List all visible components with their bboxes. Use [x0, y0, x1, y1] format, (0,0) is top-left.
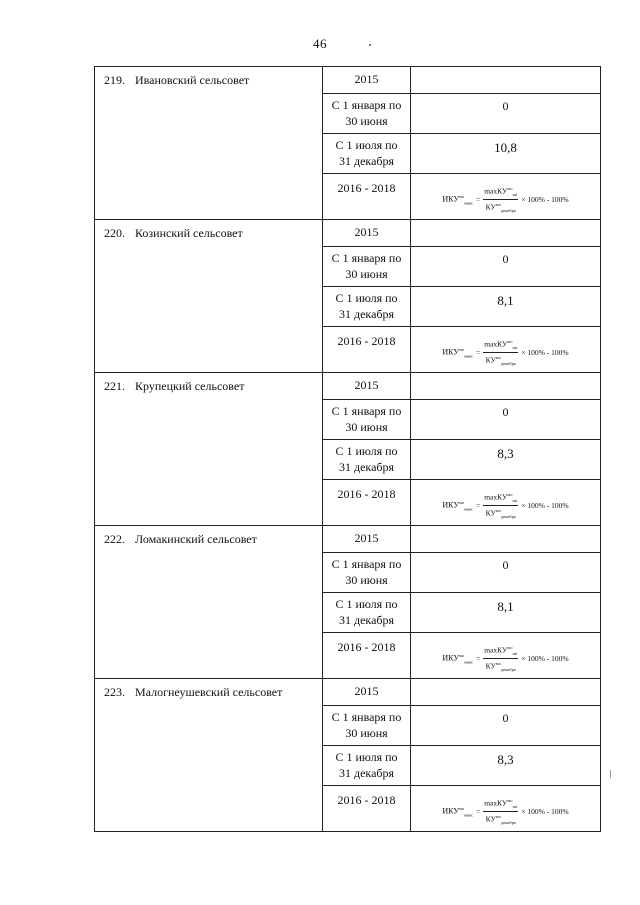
value-year-empty	[411, 220, 601, 247]
period-jul-line2: 31 декабря	[338, 766, 395, 780]
row-number: 220.	[104, 226, 125, 240]
municipality-cell	[95, 220, 323, 373]
formula-cell	[411, 633, 601, 679]
value-jul-text: 8,3	[497, 446, 514, 461]
formula-lhs-sub: макс	[464, 353, 474, 359]
formula-denominator-text: КУ	[485, 202, 496, 212]
period-jan	[323, 553, 411, 593]
period-year	[323, 220, 411, 247]
formula-lhs-text: ИКУ	[442, 194, 460, 204]
municipality-cell	[95, 67, 323, 220]
formula-equals: =	[476, 501, 481, 510]
formula-tail: × 100% - 100%	[521, 348, 569, 357]
value-jan-text: 0	[502, 252, 509, 266]
formula-denominator	[485, 506, 517, 521]
period-jul	[323, 134, 411, 174]
municipality-name: Ивановский сельсовет	[135, 73, 250, 87]
period-jan-line2: 30 июня	[345, 114, 388, 128]
period-jul-line2: 31 декабря	[338, 460, 395, 474]
period-range-text: 2016 - 2018	[337, 334, 396, 348]
formula-lhs-sup: мо	[459, 652, 465, 658]
formula-numerator-text: maxКУ	[484, 186, 508, 196]
value-jan	[411, 553, 601, 593]
period-jul-line2: 31 декабря	[338, 307, 395, 321]
formula-tail: × 100% - 100%	[521, 807, 569, 816]
tariff-table	[94, 66, 601, 832]
formula	[411, 327, 600, 368]
value-jul	[411, 287, 601, 327]
period-jul-line1: С 1 июля по	[335, 138, 398, 152]
period-jan-line1: С 1 января по	[331, 404, 402, 418]
value-jul	[411, 440, 601, 480]
value-year-empty	[411, 67, 601, 94]
period-jan-line2: 30 июня	[345, 420, 388, 434]
formula-numerator-sub: mi	[512, 345, 518, 350]
formula-numerator-sup: мо	[507, 492, 513, 497]
formula-numerator-sub: mi	[512, 651, 518, 656]
value-year-empty	[411, 679, 601, 706]
value-year-empty	[411, 526, 601, 553]
formula-numerator-sub: mi	[512, 498, 518, 503]
formula-denominator-sup: мо	[495, 508, 501, 513]
formula-denominator	[485, 812, 517, 827]
period-jan-line1: С 1 января по	[331, 710, 402, 724]
row-number: 223.	[104, 685, 125, 699]
formula-denominator-sub: декабрь	[500, 820, 516, 825]
formula-lhs-sub: макс	[464, 200, 474, 206]
value-jan	[411, 400, 601, 440]
period-jul-line1: С 1 июля по	[335, 444, 398, 458]
formula-numerator	[483, 337, 518, 353]
municipality-name: Малогнеушевский сельсовет	[135, 685, 283, 699]
value-jul-text: 10,8	[494, 140, 517, 155]
formula-fraction	[483, 796, 518, 827]
period-year-text: 2015	[354, 684, 379, 698]
period-range	[323, 633, 411, 679]
formula-denominator-text: КУ	[485, 355, 496, 365]
municipality-cell	[95, 679, 323, 832]
value-jan-text: 0	[502, 405, 509, 419]
formula	[411, 480, 600, 521]
value-jan-text: 0	[502, 99, 509, 113]
formula-fraction	[483, 490, 518, 521]
formula	[411, 786, 600, 827]
formula-lhs-sub: макс	[464, 506, 474, 512]
formula-denominator-text: КУ	[485, 661, 496, 671]
period-range-text: 2016 - 2018	[337, 640, 396, 654]
formula-fraction	[483, 184, 518, 215]
municipality-cell	[95, 526, 323, 679]
period-jan-line2: 30 июня	[345, 267, 388, 281]
period-range	[323, 327, 411, 373]
period-jan	[323, 94, 411, 134]
formula-cell	[411, 786, 601, 832]
formula-denominator-text: КУ	[485, 508, 496, 518]
formula-lhs-sup: мо	[459, 805, 465, 811]
formula-numerator-sup: мо	[507, 186, 513, 191]
formula-numerator-text: maxКУ	[484, 645, 508, 655]
value-jul-text: 8,1	[497, 599, 514, 614]
value-jul	[411, 593, 601, 633]
period-jan-line1: С 1 января по	[331, 251, 402, 265]
period-jul-line2: 31 декабря	[338, 613, 395, 627]
formula-lhs-text: ИКУ	[442, 347, 460, 357]
formula-numerator-sup: мо	[507, 339, 513, 344]
formula-denominator	[485, 659, 517, 674]
period-range	[323, 786, 411, 832]
formula-denominator-sub: декабрь	[500, 514, 516, 519]
value-year-empty	[411, 373, 601, 400]
margin-mark	[610, 770, 611, 778]
row-number: 221.	[104, 379, 125, 393]
formula-cell	[411, 327, 601, 373]
period-range-text: 2016 - 2018	[337, 181, 396, 195]
period-jan	[323, 706, 411, 746]
formula-numerator	[483, 796, 518, 812]
value-jul-text: 8,3	[497, 752, 514, 767]
period-jan-line1: С 1 января по	[331, 557, 402, 571]
period-jul	[323, 440, 411, 480]
formula-numerator-text: maxКУ	[484, 492, 508, 502]
municipality-cell	[95, 373, 323, 526]
formula-denominator-sup: мо	[495, 661, 501, 666]
period-jan-line2: 30 июня	[345, 726, 388, 740]
formula-lhs	[442, 651, 473, 666]
formula-equals: =	[476, 195, 481, 204]
formula-denominator-text: КУ	[485, 814, 496, 824]
formula-denominator-sup: мо	[495, 355, 501, 360]
formula-numerator	[483, 490, 518, 506]
period-jul	[323, 287, 411, 327]
row-year	[95, 220, 601, 247]
period-year-text: 2015	[354, 225, 379, 239]
formula	[411, 633, 600, 674]
formula-equals: =	[476, 348, 481, 357]
formula	[411, 174, 600, 215]
value-jul-text: 8,1	[497, 293, 514, 308]
period-jan	[323, 247, 411, 287]
period-jul-line1: С 1 июля по	[335, 597, 398, 611]
formula-numerator-text: maxКУ	[484, 339, 508, 349]
period-year	[323, 526, 411, 553]
value-jan	[411, 94, 601, 134]
period-year	[323, 679, 411, 706]
page-number	[0, 36, 640, 52]
period-jul-line1: С 1 июля по	[335, 750, 398, 764]
municipality-name: Козинский сельсовет	[135, 226, 243, 240]
period-year-text: 2015	[354, 378, 379, 392]
formula-denominator-sub: декабрь	[500, 208, 516, 213]
formula-denominator	[485, 200, 517, 215]
formula-cell	[411, 174, 601, 220]
municipality-name: Ломакинский сельсовет	[135, 532, 257, 546]
formula-lhs-sub: макс	[464, 659, 474, 665]
formula-denominator-sup: мо	[495, 202, 501, 207]
formula-fraction	[483, 337, 518, 368]
formula-lhs-text: ИКУ	[442, 500, 460, 510]
formula-tail: × 100% - 100%	[521, 195, 569, 204]
row-year	[95, 526, 601, 553]
formula-lhs	[442, 498, 473, 513]
scan-speck	[369, 44, 371, 46]
period-range	[323, 174, 411, 220]
municipality-name: Крупецкий сельсовет	[135, 379, 245, 393]
formula-denominator-sub: декабрь	[500, 361, 516, 366]
period-year-text: 2015	[354, 531, 379, 545]
formula-denominator-sup: мо	[495, 814, 501, 819]
formula-numerator	[483, 184, 518, 200]
formula-fraction	[483, 643, 518, 674]
formula-lhs-text: ИКУ	[442, 653, 460, 663]
formula-lhs-sup: мо	[459, 499, 465, 505]
tariff-table-body	[95, 67, 601, 832]
period-jul	[323, 593, 411, 633]
formula-lhs	[442, 804, 473, 819]
formula-cell	[411, 480, 601, 526]
period-range	[323, 480, 411, 526]
period-year	[323, 373, 411, 400]
period-jul-line1: С 1 июля по	[335, 291, 398, 305]
formula-tail: × 100% - 100%	[521, 501, 569, 510]
value-jan-text: 0	[502, 558, 509, 572]
formula-lhs	[442, 345, 473, 360]
formula-lhs-sup: мо	[459, 346, 465, 352]
formula-numerator-sub: mi	[512, 192, 518, 197]
value-jul	[411, 746, 601, 786]
formula-numerator-sub: mi	[512, 804, 518, 809]
period-year-text: 2015	[354, 72, 379, 86]
period-jul-line2: 31 декабря	[338, 154, 395, 168]
period-range-text: 2016 - 2018	[337, 487, 396, 501]
period-jan	[323, 400, 411, 440]
value-jan-text: 0	[502, 711, 509, 725]
period-jan-line2: 30 июня	[345, 573, 388, 587]
formula-equals: =	[476, 654, 481, 663]
formula-lhs-sub: макс	[464, 812, 474, 818]
formula-denominator-sub: декабрь	[500, 667, 516, 672]
period-year	[323, 67, 411, 94]
formula-lhs	[442, 192, 473, 207]
formula-denominator	[485, 353, 517, 368]
formula-numerator-text: maxКУ	[484, 798, 508, 808]
row-number: 222.	[104, 532, 125, 546]
formula-numerator-sup: мо	[507, 798, 513, 803]
value-jan	[411, 706, 601, 746]
page-number-text: 46	[313, 36, 327, 51]
period-jan-line1: С 1 января по	[331, 98, 402, 112]
formula-tail: × 100% - 100%	[521, 654, 569, 663]
value-jan	[411, 247, 601, 287]
value-jul	[411, 134, 601, 174]
formula-lhs-sup: мо	[459, 193, 465, 199]
formula-equals: =	[476, 807, 481, 816]
formula-numerator-sup: мо	[507, 645, 513, 650]
row-year	[95, 373, 601, 400]
row-year	[95, 67, 601, 94]
formula-lhs-text: ИКУ	[442, 806, 460, 816]
formula-numerator	[483, 643, 518, 659]
period-jul	[323, 746, 411, 786]
row-year	[95, 679, 601, 706]
period-range-text: 2016 - 2018	[337, 793, 396, 807]
row-number: 219.	[104, 73, 125, 87]
